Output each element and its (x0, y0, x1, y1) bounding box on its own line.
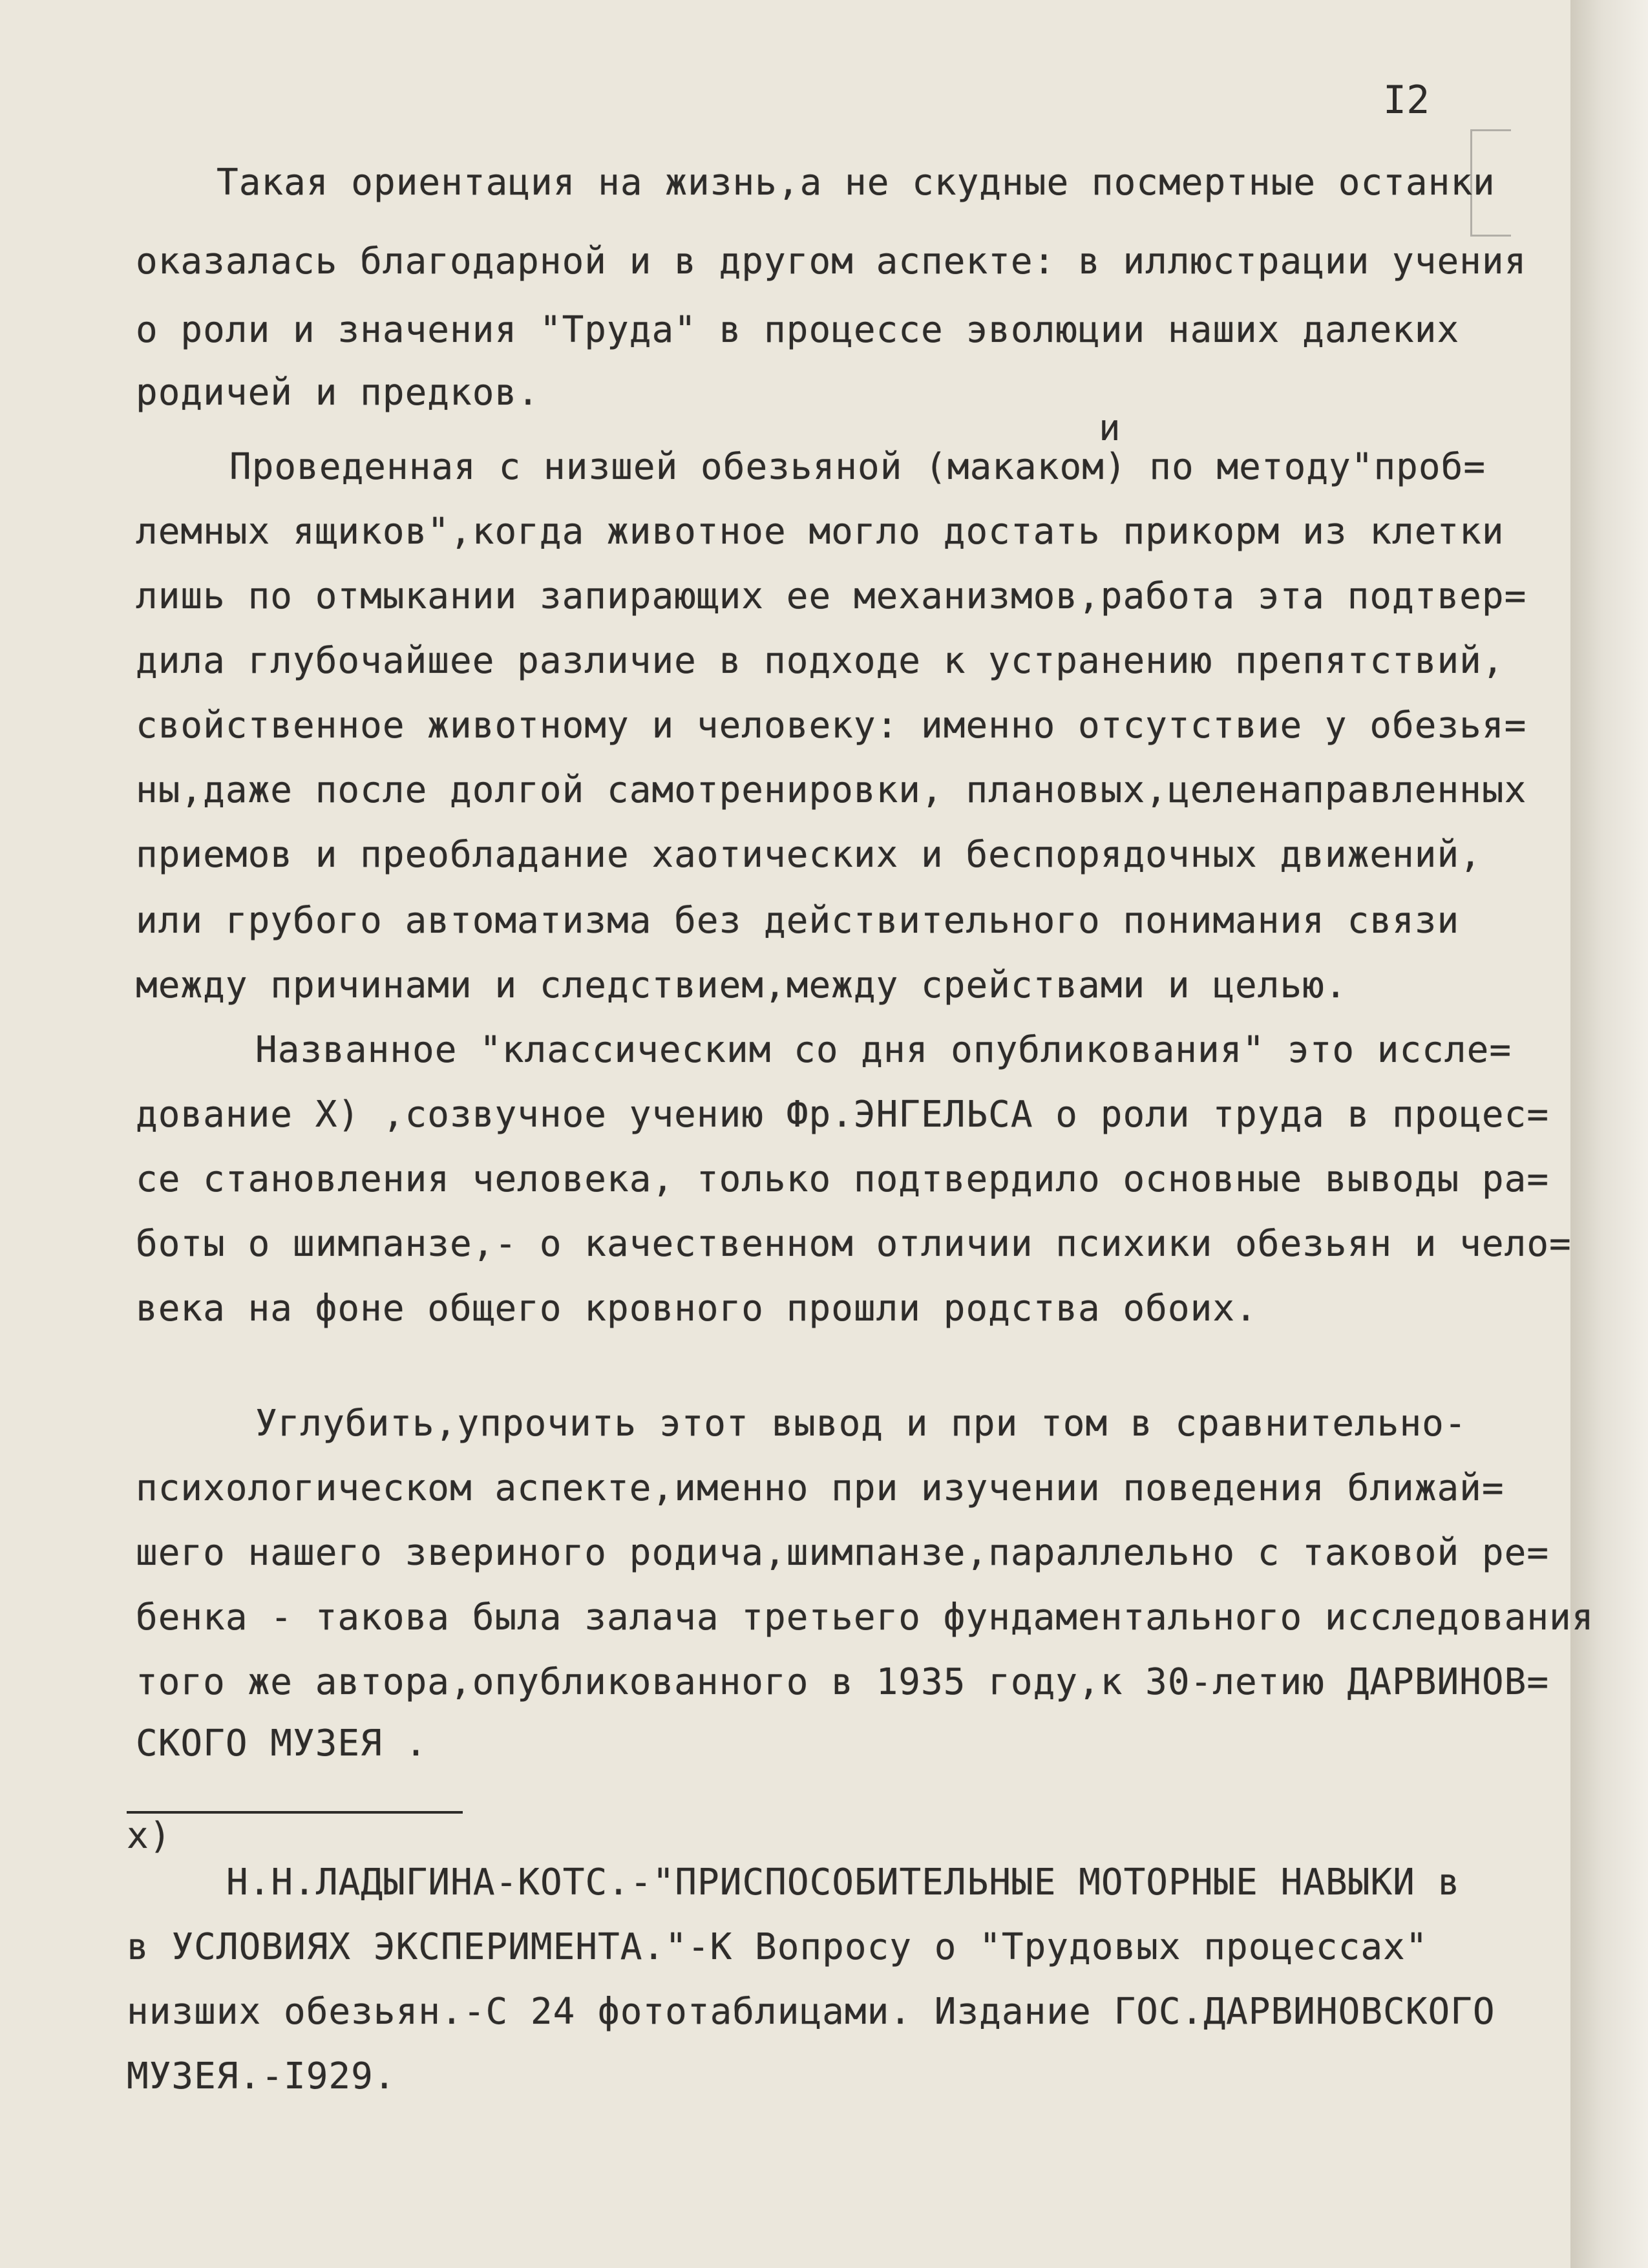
footnote-marker: х) (127, 1815, 172, 1857)
paragraph-3-line: боты о шимпанзе,- о качественном отличии психики обезьян и чело= (136, 1223, 1572, 1265)
paragraph-1-line: о роли и значения "Труда" в процессе эволюции наших далеких (136, 309, 1460, 351)
footnote-line: низших обезьян.-С 24 фототаблицами. Издание ГОС.ДАРВИНОВСКОГО (127, 1991, 1495, 2033)
paragraph-2-line: Проведенная с низшей обезьяной (макаком) по методу"проб= (229, 446, 1486, 488)
paragraph-1-line: оказалась благодарной и в другом аспекте: в иллюстрации учения (136, 240, 1527, 282)
paragraph-4-line: бенка - такова была залача третьего фундаментального исследования (136, 1596, 1594, 1638)
paragraph-2-line: свойственное животному и человеку: именно отсутствие у обезья= (136, 705, 1527, 747)
paragraph-4-line: Углубить,упрочить этот вывод и при том в сравнительно- (255, 1403, 1467, 1445)
paragraph-3-line: се становления человека, только подтвердило основные выводы ра= (136, 1158, 1550, 1200)
footnote-divider (127, 1811, 463, 1814)
footnote-line: Н.Н.ЛАДЫГИНА-КОТС.-"ПРИСПОСОБИТЕЛЬНЫЕ МОТОРНЫЕ НАВЫКИ в (226, 1861, 1461, 1903)
paragraph-2-line: дила глубочайшее различие в подходе к устранению препятствий, (136, 640, 1505, 682)
paragraph-3-line: дование Х) ,созвучное учению Фр.ЭНГЕЛЬСА о роли труда в процес= (136, 1094, 1550, 1136)
page-edge (1570, 0, 1648, 2268)
paragraph-1-line: родичей и предков. (136, 372, 540, 414)
paragraph-1-line: Такая ориентация на жизнь,а не скудные посмертные останки (217, 162, 1495, 204)
paragraph-4-line: СКОГО МУЗЕЯ . (136, 1722, 428, 1765)
footnote-line: МУЗЕЯ.-I929. (127, 2055, 396, 2097)
paragraph-2-line: между причинами и следствием,между срействами и целью. (136, 964, 1347, 1006)
paragraph-4-line: того же автора,опубликованного в 1935 году,к 30-летию ДАРВИНОВ= (136, 1661, 1550, 1703)
paragraph-2-line: ны,даже после долгой самотренировки, плановых,целенаправленных (136, 769, 1527, 811)
paragraph-2-line: лишь по отмыкании запирающих ее механизмов,работа эта подтвер= (136, 575, 1527, 617)
page-number: I2 (1383, 78, 1430, 123)
paragraph-2-line: или грубого автоматизма без действительного понимания связи (136, 900, 1460, 942)
paragraph-4-line: шего нашего звериного родича,шимпанзе,параллельно с таковой ре= (136, 1532, 1550, 1574)
footnote-line: в УСЛОВИЯХ ЭКСПЕРИМЕНТА."-К Вопросу о "Трудовых процессах" (127, 1926, 1428, 1968)
paragraph-3-line: Названное "классическим со дня опубликования" это иссле= (255, 1029, 1512, 1071)
paragraph-2-line: приемов и преобладание хаотических и беспорядочных движений, (136, 834, 1482, 876)
paragraph-2-line: лемных ящиков",когда животное могло достать прикорм из клетки (136, 511, 1505, 553)
paragraph-4-line: психологическом аспекте,именно при изучении поведения ближай= (136, 1467, 1505, 1509)
handwritten-correction: и (1099, 407, 1121, 449)
paragraph-3-line: века на фоне общего кровного прошли родства обоих. (136, 1288, 1258, 1330)
